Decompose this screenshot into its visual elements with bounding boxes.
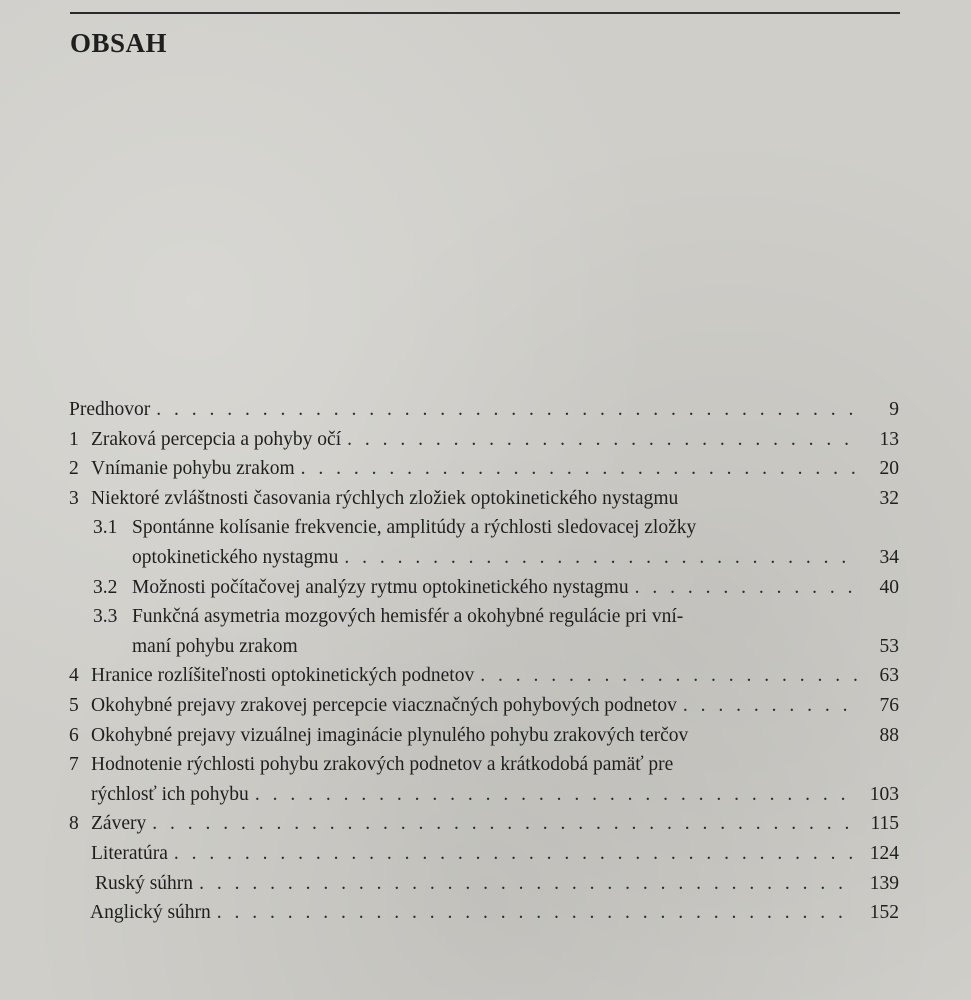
chapter-number: 5 bbox=[69, 694, 79, 716]
toc-page-number: 76 bbox=[879, 694, 899, 716]
section-number: 3.2 bbox=[93, 576, 118, 598]
toc-entry-chapter-3[interactable] bbox=[69, 484, 899, 514]
toc-page-number: 115 bbox=[870, 813, 899, 835]
toc-page-number: 63 bbox=[879, 665, 899, 687]
toc-entry-chapter-7-continued[interactable] bbox=[69, 780, 899, 810]
toc-page-number: 103 bbox=[869, 783, 899, 805]
toc-entry-chapter-8[interactable] bbox=[69, 809, 899, 839]
section-number: 3.3 bbox=[93, 606, 118, 628]
dot-leader bbox=[152, 809, 857, 839]
toc-page-number: 20 bbox=[879, 458, 899, 480]
toc-entry-chapter-2[interactable] bbox=[69, 454, 899, 484]
toc-entry-english-summary[interactable] bbox=[69, 898, 899, 928]
toc-page-number: 40 bbox=[879, 576, 899, 598]
toc-entry-title: Spontánne kolísanie frekvencie, amplitúdy a rýchlosti sledovacej zložky bbox=[132, 517, 697, 539]
chapter-number: 1 bbox=[69, 428, 79, 450]
toc-page-number: 88 bbox=[879, 724, 899, 746]
toc-entry-title: Hranice rozlíšiteľnosti optokinetických podnetov bbox=[91, 665, 475, 687]
chapter-number: 7 bbox=[69, 754, 79, 776]
dot-leader bbox=[635, 573, 857, 603]
toc-entry-title: Závery bbox=[91, 813, 147, 835]
chapter-number: 4 bbox=[69, 665, 79, 687]
dot-leader bbox=[347, 425, 857, 455]
dot-leader bbox=[255, 780, 857, 810]
toc-entry-title: optokinetického nystagmu bbox=[132, 546, 339, 568]
toc-entry-title: Zraková percepcia a pohyby očí bbox=[91, 428, 342, 450]
dot-leader bbox=[301, 454, 857, 484]
toc-entry-chapter-5[interactable] bbox=[69, 691, 899, 721]
toc-page-number: 13 bbox=[879, 428, 899, 450]
toc-entry-title: Vnímanie pohybu zrakom bbox=[91, 458, 295, 480]
toc-page-number: 34 bbox=[879, 546, 899, 568]
section-number: 3.1 bbox=[93, 517, 118, 539]
toc-entry-chapter-1[interactable] bbox=[69, 425, 899, 455]
dot-leader bbox=[217, 898, 857, 928]
toc-entry-section-3-3[interactable] bbox=[69, 602, 899, 632]
table-of-contents bbox=[69, 395, 899, 928]
toc-entry-title: Funkčná asymetria mozgových hemisfér a okohybné regulácie pri vní- bbox=[132, 606, 684, 628]
toc-entry-title: Ruský súhrn bbox=[95, 872, 194, 894]
toc-entry-title: Literatúra bbox=[91, 842, 168, 864]
dot-leader bbox=[683, 691, 857, 721]
toc-page-number: 152 bbox=[869, 902, 899, 924]
toc-entry-title: Okohybné prejavy zrakovej percepcie viacznačných pohybových podnetov bbox=[91, 694, 677, 716]
toc-entry-title: Niektoré zvláštnosti časovania rýchlych zložiek optokinetického nystagmu bbox=[91, 487, 679, 509]
toc-entry-section-3-2[interactable] bbox=[69, 573, 899, 603]
toc-entry-title: Možnosti počítačovej analýzy rytmu optokinetického nystagmu bbox=[132, 576, 629, 598]
dot-leader bbox=[344, 543, 857, 573]
toc-entry-title: Anglický súhrn bbox=[90, 902, 211, 924]
toc-entry-section-3-1-continued[interactable] bbox=[69, 543, 899, 573]
toc-entry-chapter-6[interactable] bbox=[69, 721, 899, 751]
toc-entry-preface[interactable] bbox=[69, 395, 899, 425]
toc-entry-literature[interactable] bbox=[69, 839, 899, 869]
dot-leader bbox=[199, 869, 857, 899]
chapter-number: 3 bbox=[69, 487, 79, 509]
dot-leader bbox=[156, 395, 857, 425]
chapter-number: 2 bbox=[69, 458, 79, 480]
toc-entry-title: maní pohybu zrakom bbox=[132, 635, 298, 657]
toc-entry-section-3-1[interactable] bbox=[69, 513, 899, 543]
toc-entry-chapter-4[interactable] bbox=[69, 661, 899, 691]
dot-leader bbox=[480, 661, 857, 691]
toc-entry-title: Predhovor bbox=[69, 399, 151, 420]
toc-page-number: 124 bbox=[869, 842, 899, 864]
page-title: OBSAH bbox=[70, 28, 168, 58]
toc-page-number: 139 bbox=[869, 872, 899, 894]
chapter-number: 8 bbox=[69, 813, 79, 835]
chapter-number: 6 bbox=[69, 724, 79, 746]
top-rule bbox=[70, 12, 900, 14]
toc-entry-title: rýchlosť ich pohybu bbox=[91, 783, 249, 805]
toc-entry-title: Okohybné prejavy vizuálnej imaginácie plynulého pohybu zrakových terčov bbox=[91, 724, 689, 746]
toc-entry-russian-summary[interactable] bbox=[69, 869, 899, 899]
toc-entry-chapter-7[interactable] bbox=[69, 750, 899, 780]
toc-entry-title: Hodnotenie rýchlosti pohybu zrakových podnetov a krátkodobá pamäť pre bbox=[91, 754, 674, 776]
toc-entry-section-3-3-continued[interactable] bbox=[69, 632, 899, 662]
toc-page-number: 53 bbox=[879, 635, 899, 657]
dot-leader bbox=[174, 839, 857, 869]
toc-page-number: 9 bbox=[889, 399, 899, 420]
toc-page-number: 32 bbox=[879, 487, 899, 509]
